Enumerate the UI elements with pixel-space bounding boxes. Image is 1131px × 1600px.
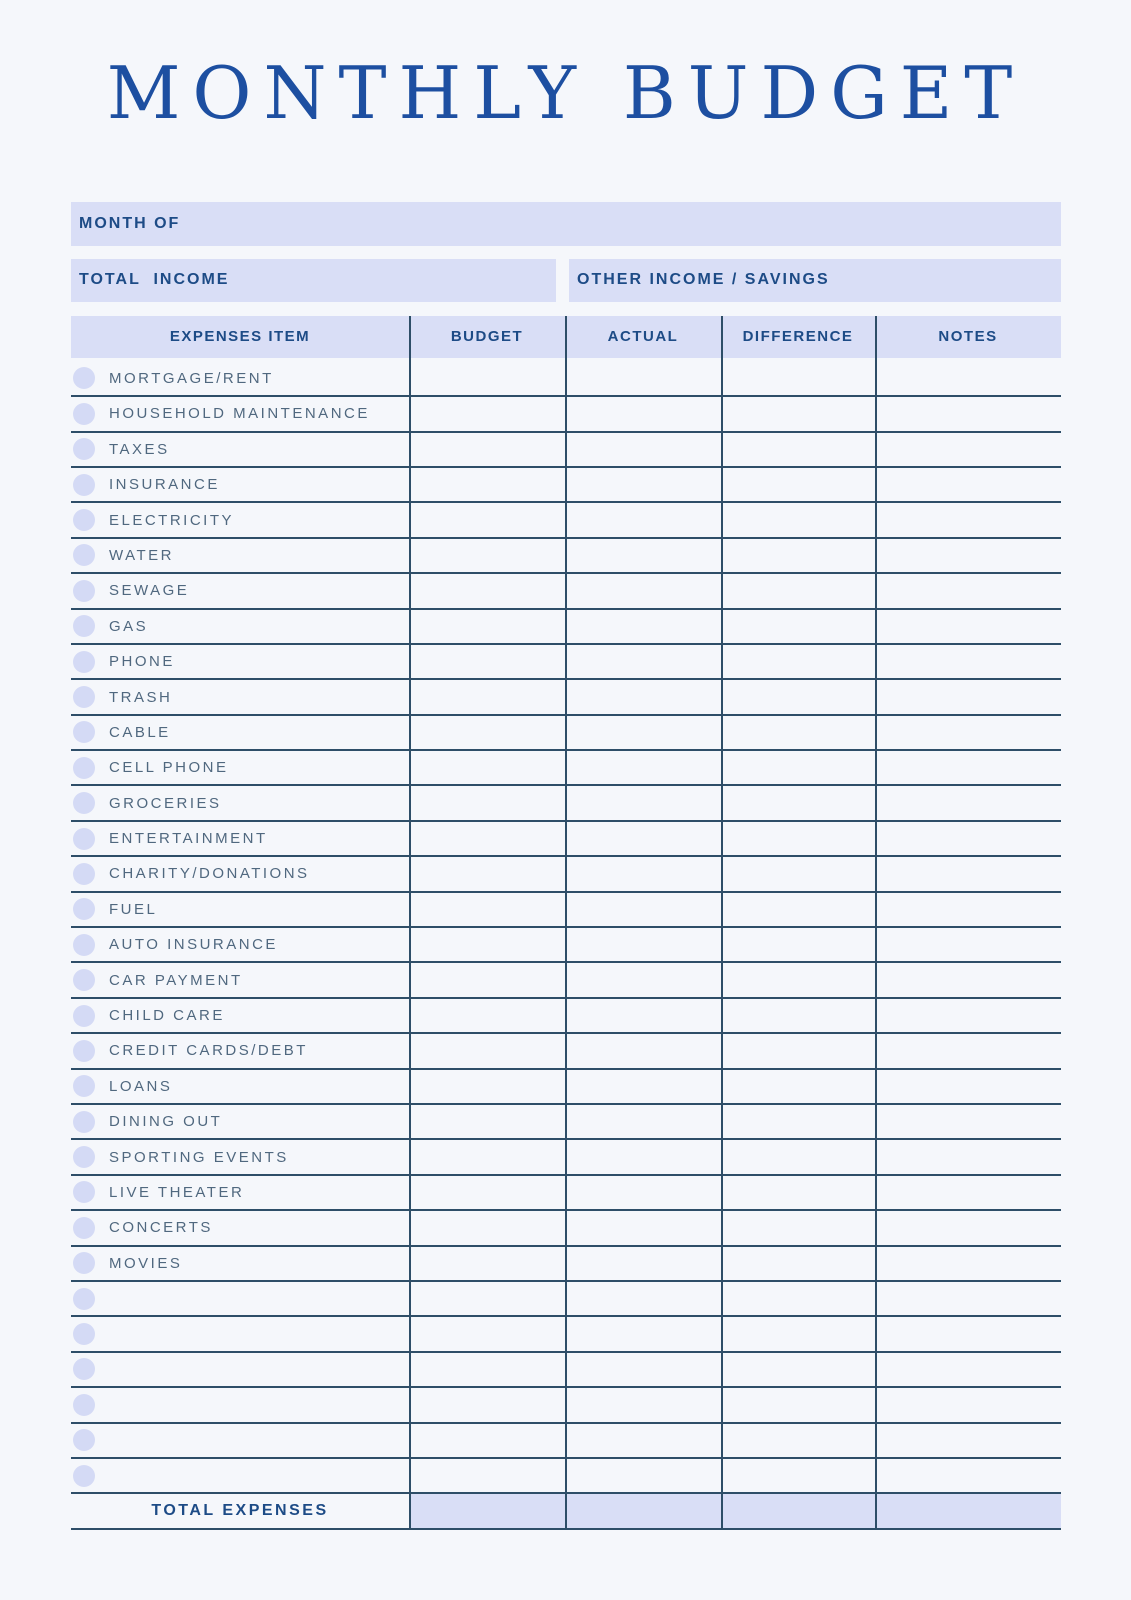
- expense-item-cell: [71, 1070, 409, 1103]
- actual-cell[interactable]: [565, 999, 721, 1032]
- notes-cell[interactable]: [875, 397, 1061, 430]
- difference-cell[interactable]: [721, 503, 875, 536]
- expense-item-cell: [71, 1176, 409, 1209]
- actual-cell[interactable]: [565, 645, 721, 678]
- expense-item-cell: [71, 645, 409, 678]
- budget-cell[interactable]: [409, 857, 565, 890]
- actual-cell[interactable]: [565, 1424, 721, 1457]
- total-notes-cell[interactable]: [875, 1494, 1061, 1528]
- expense-item-cell: [71, 503, 409, 536]
- total-income-label: TOTAL INCOME: [79, 271, 230, 289]
- budget-cell[interactable]: [409, 716, 565, 749]
- expense-item-label: DINING OUT: [109, 1113, 223, 1131]
- budget-cell[interactable]: [409, 786, 565, 819]
- table-rows: [71, 362, 1061, 1495]
- table-row: [71, 1211, 1061, 1246]
- total-budget-cell[interactable]: [409, 1494, 565, 1528]
- difference-cell[interactable]: [721, 1140, 875, 1173]
- bullet-icon: [73, 580, 95, 602]
- bullet-icon: [73, 863, 95, 885]
- bullet-icon: [73, 1429, 95, 1451]
- bullet-icon: [73, 898, 95, 920]
- difference-cell[interactable]: [721, 1282, 875, 1315]
- notes-cell[interactable]: [875, 1459, 1061, 1492]
- actual-cell[interactable]: [565, 362, 721, 395]
- notes-cell[interactable]: [875, 1388, 1061, 1421]
- income-section: [71, 259, 1061, 302]
- expense-item-cell: [71, 893, 409, 926]
- bullet-icon: [73, 1394, 95, 1416]
- budget-cell[interactable]: [409, 1176, 565, 1209]
- actual-cell[interactable]: [565, 1353, 721, 1386]
- expense-item-cell: [71, 574, 409, 607]
- budget-cell[interactable]: [409, 645, 565, 678]
- month-of-field[interactable]: [71, 202, 1061, 246]
- table-row: [71, 468, 1061, 503]
- bullet-icon: [73, 1252, 95, 1274]
- column-header-notes: NOTES: [938, 328, 998, 346]
- column-header-expenses-item: EXPENSES ITEM: [169, 328, 311, 346]
- expense-item-cell: [71, 1140, 409, 1173]
- expense-item-cell: [71, 928, 409, 961]
- table-row: [71, 397, 1061, 432]
- bullet-icon: [73, 438, 95, 460]
- expense-item-label: FUEL: [109, 900, 158, 918]
- difference-cell[interactable]: [721, 1388, 875, 1421]
- expense-item-label: WATER: [109, 546, 174, 564]
- notes-cell[interactable]: [875, 716, 1061, 749]
- difference-cell[interactable]: [721, 822, 875, 855]
- bullet-icon: [73, 509, 95, 531]
- actual-cell[interactable]: [565, 680, 721, 713]
- table-row: [71, 1034, 1061, 1069]
- table-row: [71, 1424, 1061, 1459]
- table-row: [71, 963, 1061, 998]
- notes-cell[interactable]: [875, 928, 1061, 961]
- budget-cell[interactable]: [409, 1353, 565, 1386]
- expense-item-cell: [71, 610, 409, 643]
- table-row: [71, 362, 1061, 397]
- bullet-icon: [73, 1075, 95, 1097]
- table-row: [71, 1176, 1061, 1211]
- difference-cell[interactable]: [721, 574, 875, 607]
- bullet-icon: [73, 651, 95, 673]
- actual-cell[interactable]: [565, 716, 721, 749]
- budget-cell[interactable]: [409, 362, 565, 395]
- expense-item-label: CREDIT CARDS/DEBT: [109, 1042, 308, 1060]
- total-income-field[interactable]: [71, 259, 556, 302]
- expense-item-cell: [71, 680, 409, 713]
- budget-cell[interactable]: [409, 1388, 565, 1421]
- bullet-icon: [73, 615, 95, 637]
- expense-item-cell: [71, 1282, 409, 1315]
- bullet-icon: [73, 1111, 95, 1133]
- expense-item-cell: [71, 362, 409, 395]
- expense-item-label: CHILD CARE: [109, 1007, 225, 1025]
- expense-item-cell: [71, 999, 409, 1032]
- difference-cell[interactable]: [721, 1070, 875, 1103]
- difference-cell[interactable]: [721, 680, 875, 713]
- notes-cell[interactable]: [875, 893, 1061, 926]
- budget-cell[interactable]: [409, 963, 565, 996]
- bullet-icon: [73, 1323, 95, 1345]
- notes-cell[interactable]: [875, 999, 1061, 1032]
- notes-cell[interactable]: [875, 645, 1061, 678]
- actual-cell[interactable]: [565, 1105, 721, 1138]
- table-row: [71, 1282, 1061, 1317]
- expense-item-label: LOANS: [109, 1077, 173, 1095]
- actual-cell[interactable]: [565, 822, 721, 855]
- bullet-icon: [73, 1217, 95, 1239]
- actual-cell[interactable]: [565, 610, 721, 643]
- notes-cell[interactable]: [875, 539, 1061, 572]
- difference-cell[interactable]: [721, 1353, 875, 1386]
- actual-cell[interactable]: [565, 1070, 721, 1103]
- difference-cell[interactable]: [721, 751, 875, 784]
- notes-cell[interactable]: [875, 503, 1061, 536]
- table-row: [71, 1105, 1061, 1140]
- table-row: [71, 1459, 1061, 1494]
- notes-cell[interactable]: [875, 786, 1061, 819]
- actual-cell[interactable]: [565, 539, 721, 572]
- expense-item-label: CELL PHONE: [109, 759, 229, 777]
- expense-item-label: TAXES: [109, 440, 170, 458]
- expense-item-label: SPORTING EVENTS: [109, 1148, 289, 1166]
- actual-cell[interactable]: [565, 1388, 721, 1421]
- difference-cell[interactable]: [721, 1211, 875, 1244]
- actual-cell[interactable]: [565, 1459, 721, 1492]
- table-row: [71, 822, 1061, 857]
- bullet-icon: [73, 474, 95, 496]
- budget-cell[interactable]: [409, 610, 565, 643]
- table-row: [71, 1140, 1061, 1175]
- difference-cell[interactable]: [721, 468, 875, 501]
- notes-cell[interactable]: [875, 1282, 1061, 1315]
- difference-cell[interactable]: [721, 539, 875, 572]
- expense-item-cell: [71, 397, 409, 430]
- actual-cell[interactable]: [565, 1034, 721, 1067]
- budget-cell[interactable]: [409, 822, 565, 855]
- total-difference-cell[interactable]: [721, 1494, 875, 1528]
- difference-cell[interactable]: [721, 362, 875, 395]
- notes-cell[interactable]: [875, 1105, 1061, 1138]
- expense-item-cell: [71, 963, 409, 996]
- expense-item-cell: [71, 822, 409, 855]
- bullet-icon: [73, 1358, 95, 1380]
- expense-item-label: CONCERTS: [109, 1219, 213, 1237]
- table-row: [71, 1317, 1061, 1352]
- budget-cell[interactable]: [409, 999, 565, 1032]
- actual-cell[interactable]: [565, 1140, 721, 1173]
- budget-cell[interactable]: [409, 1247, 565, 1280]
- column-header-budget: BUDGET: [450, 328, 524, 346]
- expense-item-cell: [71, 1317, 409, 1350]
- notes-cell[interactable]: [875, 574, 1061, 607]
- budget-cell[interactable]: [409, 503, 565, 536]
- table-row: [71, 786, 1061, 821]
- difference-cell[interactable]: [721, 645, 875, 678]
- table-row: [71, 1388, 1061, 1423]
- budget-cell[interactable]: [409, 893, 565, 926]
- bullet-icon: [73, 686, 95, 708]
- expense-item-label: MORTGAGE/RENT: [109, 369, 274, 387]
- expense-item-cell: [71, 786, 409, 819]
- actual-cell[interactable]: [565, 1176, 721, 1209]
- table-row: [71, 1070, 1061, 1105]
- table-row: [71, 1247, 1061, 1282]
- actual-cell[interactable]: [565, 1247, 721, 1280]
- expense-item-label: CABLE: [109, 723, 171, 741]
- month-of-label: MONTH OF: [79, 214, 181, 232]
- total-expenses-row: [71, 1494, 1061, 1530]
- budget-cell[interactable]: [409, 1424, 565, 1457]
- expense-item-cell: [71, 539, 409, 572]
- difference-cell[interactable]: [721, 1424, 875, 1457]
- bullet-icon: [73, 1288, 95, 1310]
- table-row: [71, 433, 1061, 468]
- actual-cell[interactable]: [565, 503, 721, 536]
- table-row: [71, 928, 1061, 963]
- budget-cell[interactable]: [409, 1140, 565, 1173]
- difference-cell[interactable]: [721, 786, 875, 819]
- budget-cell[interactable]: [409, 1105, 565, 1138]
- bullet-icon: [73, 828, 95, 850]
- difference-cell[interactable]: [721, 1105, 875, 1138]
- budget-cell[interactable]: [409, 928, 565, 961]
- expense-item-label: GROCERIES: [109, 794, 222, 812]
- table-row: [71, 574, 1061, 609]
- income-gap: [556, 259, 569, 302]
- expense-item-label: AUTO INSURANCE: [109, 936, 278, 954]
- expense-item-cell: [71, 468, 409, 501]
- table-row: [71, 716, 1061, 751]
- expense-item-cell: [71, 716, 409, 749]
- bullet-icon: [73, 1465, 95, 1487]
- bullet-icon: [73, 969, 95, 991]
- notes-cell[interactable]: [875, 433, 1061, 466]
- expense-item-cell: [71, 857, 409, 890]
- table-row: [71, 610, 1061, 645]
- column-header-actual: ACTUAL: [607, 328, 679, 346]
- difference-cell[interactable]: [721, 433, 875, 466]
- budget-cell[interactable]: [409, 751, 565, 784]
- notes-cell[interactable]: [875, 610, 1061, 643]
- notes-cell[interactable]: [875, 468, 1061, 501]
- bullet-icon: [73, 1005, 95, 1027]
- budget-cell[interactable]: [409, 1282, 565, 1315]
- notes-cell[interactable]: [875, 1211, 1061, 1244]
- actual-cell[interactable]: [565, 963, 721, 996]
- expense-item-cell: [71, 1211, 409, 1244]
- page-title: MONTHLY BUDGET: [106, 51, 1025, 135]
- notes-cell[interactable]: [875, 1317, 1061, 1350]
- expense-item-cell: [71, 751, 409, 784]
- actual-cell[interactable]: [565, 751, 721, 784]
- difference-cell[interactable]: [721, 397, 875, 430]
- difference-cell[interactable]: [721, 1034, 875, 1067]
- total-expenses-label: TOTAL EXPENSES: [151, 1502, 329, 1520]
- expense-item-label: PHONE: [109, 653, 175, 671]
- actual-cell[interactable]: [565, 574, 721, 607]
- actual-cell[interactable]: [565, 857, 721, 890]
- other-income-savings-field[interactable]: [569, 259, 1061, 302]
- table-row: [71, 503, 1061, 538]
- bullet-icon: [73, 792, 95, 814]
- budget-cell[interactable]: [409, 468, 565, 501]
- notes-cell[interactable]: [875, 1034, 1061, 1067]
- notes-cell[interactable]: [875, 963, 1061, 996]
- expense-item-label: ENTERTAINMENT: [109, 830, 268, 848]
- bullet-icon: [73, 1181, 95, 1203]
- table-row: [71, 893, 1061, 928]
- table-header-row: [71, 316, 1061, 358]
- budget-cell[interactable]: [409, 1211, 565, 1244]
- budget-cell[interactable]: [409, 1317, 565, 1350]
- budget-cell[interactable]: [409, 433, 565, 466]
- difference-cell[interactable]: [721, 1317, 875, 1350]
- expense-item-cell: [71, 1424, 409, 1457]
- notes-cell[interactable]: [875, 751, 1061, 784]
- expenses-table: [71, 316, 1061, 1531]
- expense-item-cell: [71, 1353, 409, 1386]
- total-actual-cell[interactable]: [565, 1494, 721, 1528]
- notes-cell[interactable]: [875, 1353, 1061, 1386]
- difference-cell[interactable]: [721, 963, 875, 996]
- table-row: [71, 645, 1061, 680]
- bullet-icon: [73, 721, 95, 743]
- difference-cell[interactable]: [721, 1176, 875, 1209]
- table-row: [71, 680, 1061, 715]
- budget-cell[interactable]: [409, 1034, 565, 1067]
- expense-item-cell: [71, 433, 409, 466]
- difference-cell[interactable]: [721, 999, 875, 1032]
- total-expenses-label-cell: [71, 1494, 409, 1528]
- expense-item-label: MOVIES: [109, 1254, 183, 1272]
- expense-item-label: SEWAGE: [109, 582, 190, 600]
- actual-cell[interactable]: [565, 433, 721, 466]
- table-row: [71, 1353, 1061, 1388]
- expense-item-label: INSURANCE: [109, 476, 220, 494]
- table-row: [71, 857, 1061, 892]
- expense-item-cell: [71, 1247, 409, 1280]
- budget-cell[interactable]: [409, 397, 565, 430]
- budget-cell[interactable]: [409, 1459, 565, 1492]
- expense-item-label: CHARITY/DONATIONS: [109, 865, 310, 883]
- bullet-icon: [73, 1040, 95, 1062]
- expense-item-cell: [71, 1388, 409, 1421]
- difference-cell[interactable]: [721, 716, 875, 749]
- difference-cell[interactable]: [721, 1459, 875, 1492]
- actual-cell[interactable]: [565, 928, 721, 961]
- other-income-savings-label: OTHER INCOME / SAVINGS: [577, 271, 830, 289]
- notes-cell[interactable]: [875, 857, 1061, 890]
- column-header-difference: DIFFERENCE: [742, 328, 854, 346]
- notes-cell[interactable]: [875, 1247, 1061, 1280]
- bullet-icon: [73, 544, 95, 566]
- actual-cell[interactable]: [565, 1317, 721, 1350]
- bullet-icon: [73, 757, 95, 779]
- notes-cell[interactable]: [875, 822, 1061, 855]
- difference-cell[interactable]: [721, 928, 875, 961]
- expense-item-cell: [71, 1105, 409, 1138]
- actual-cell[interactable]: [565, 1282, 721, 1315]
- expense-item-label: CAR PAYMENT: [109, 971, 243, 989]
- budget-cell[interactable]: [409, 539, 565, 572]
- table-row: [71, 751, 1061, 786]
- actual-cell[interactable]: [565, 786, 721, 819]
- actual-cell[interactable]: [565, 1211, 721, 1244]
- expense-item-label: LIVE THEATER: [109, 1183, 245, 1201]
- budget-cell[interactable]: [409, 1070, 565, 1103]
- bullet-icon: [73, 934, 95, 956]
- difference-cell[interactable]: [721, 610, 875, 643]
- table-row: [71, 999, 1061, 1034]
- actual-cell[interactable]: [565, 893, 721, 926]
- budget-cell[interactable]: [409, 574, 565, 607]
- notes-cell[interactable]: [875, 1424, 1061, 1457]
- expense-item-label: GAS: [109, 617, 149, 635]
- notes-cell[interactable]: [875, 1176, 1061, 1209]
- bullet-icon: [73, 403, 95, 425]
- difference-cell[interactable]: [721, 1247, 875, 1280]
- budget-cell[interactable]: [409, 680, 565, 713]
- expense-item-label: HOUSEHOLD MAINTENANCE: [109, 405, 370, 423]
- expense-item-label: TRASH: [109, 688, 173, 706]
- notes-cell[interactable]: [875, 1070, 1061, 1103]
- difference-cell[interactable]: [721, 893, 875, 926]
- bullet-icon: [73, 367, 95, 389]
- table-row: [71, 539, 1061, 574]
- bullet-icon: [73, 1146, 95, 1168]
- difference-cell[interactable]: [721, 857, 875, 890]
- notes-cell[interactable]: [875, 1140, 1061, 1173]
- notes-cell[interactable]: [875, 680, 1061, 713]
- actual-cell[interactable]: [565, 468, 721, 501]
- actual-cell[interactable]: [565, 397, 721, 430]
- expense-item-cell: [71, 1459, 409, 1492]
- expense-item-label: ELECTRICITY: [109, 511, 235, 529]
- notes-cell[interactable]: [875, 362, 1061, 395]
- expense-item-cell: [71, 1034, 409, 1067]
